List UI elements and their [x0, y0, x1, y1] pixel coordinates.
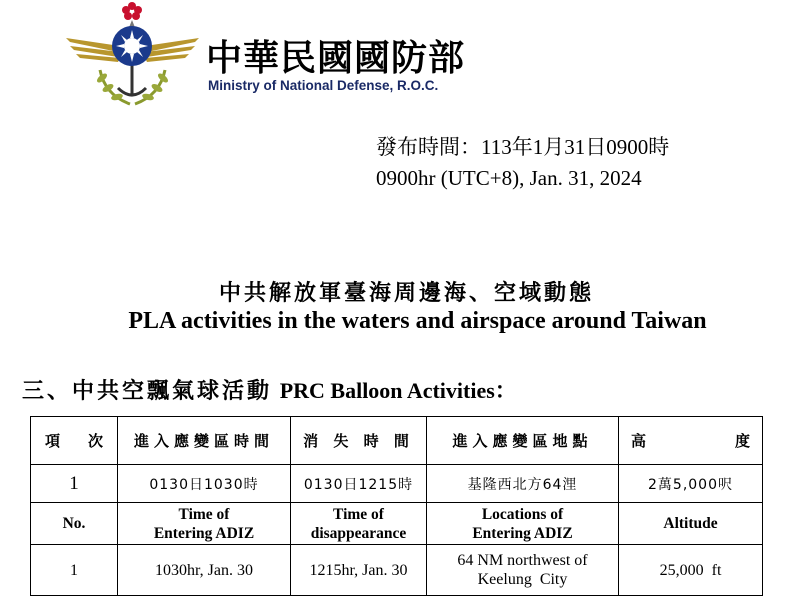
row-en-disappear: 1215hr, Jan. 30 — [291, 545, 427, 596]
header-en-location-1: Locations of — [481, 505, 564, 523]
header-zh-no-b: 次 — [87, 432, 103, 450]
header-en-disappear — [291, 503, 427, 545]
section-heading-zh: 三、中共空飄氣球活動 — [22, 378, 273, 404]
section-heading-colon: ： — [494, 378, 517, 404]
table-header-zh — [31, 417, 763, 465]
row-en-entering: 1030hr, Jan. 30 — [118, 545, 291, 596]
row-zh-altitude: 2萬5,000呎 — [619, 465, 763, 503]
row-en-location — [427, 545, 619, 596]
header-zh-alt-a: 高 — [631, 432, 647, 450]
row-zh-no: 1 — [31, 465, 118, 503]
row-en-location-2: Keelung City — [477, 571, 568, 588]
header-zh-altitude — [619, 417, 763, 465]
header-en-altitude: Altitude — [619, 503, 763, 545]
report-title-zh: 中共解放軍臺海周邊海、空域動態 — [218, 281, 594, 306]
row-en-location-1: 64 NM northwest of — [457, 552, 588, 569]
header-zh-no — [31, 417, 118, 465]
table-row — [31, 545, 763, 596]
balloon-activity-table — [30, 416, 763, 596]
mnd-emblem-icon — [60, 0, 205, 110]
ministry-name-en: Ministry of National Defense, R.O.C. — [208, 78, 439, 93]
header-zh-location: 進入應變區地點 — [427, 417, 619, 465]
header-en-entering — [118, 503, 291, 545]
release-time-zh: 發布時間：113年1月31日0900時 — [376, 135, 670, 159]
header-en-no: No. — [31, 503, 118, 545]
table-row — [31, 465, 763, 503]
table-header-en — [31, 503, 763, 545]
section-heading-en: PRC Balloon Activities — [279, 378, 495, 403]
report-title-en: PLA activities in the waters and airspace around Taiwan — [128, 308, 707, 334]
header-zh-entering: 進入應變區時間 — [118, 417, 291, 465]
header-en-location-2: Entering ADIZ — [472, 524, 573, 542]
header-en-entering-2: Entering ADIZ — [153, 524, 255, 542]
header-zh-alt-b: 度 — [734, 432, 750, 450]
header-en-location — [427, 503, 619, 545]
row-en-altitude: 25,000 ft — [619, 545, 763, 596]
section-heading — [22, 374, 517, 405]
row-en-no: 1 — [31, 545, 118, 596]
row-zh-disappear: 0130日1215時 — [291, 465, 427, 503]
release-time-en: 0900hr (UTC+8), Jan. 31, 2024 — [376, 166, 642, 190]
ministry-name-zh: 中華民國國防部 — [206, 38, 466, 79]
header-zh-disappear: 消 失 時 間 — [291, 417, 427, 465]
header-zh-no-a: 項 — [45, 432, 61, 450]
row-zh-entering: 0130日1030時 — [118, 465, 291, 503]
header-en-disappear-1: Time of — [333, 505, 384, 523]
release-time — [376, 132, 669, 194]
header-en-entering-1: Time of — [178, 505, 230, 523]
row-zh-location: 基隆西北方64浬 — [427, 465, 619, 503]
header-en-disappear-2: disappearance — [310, 524, 407, 542]
